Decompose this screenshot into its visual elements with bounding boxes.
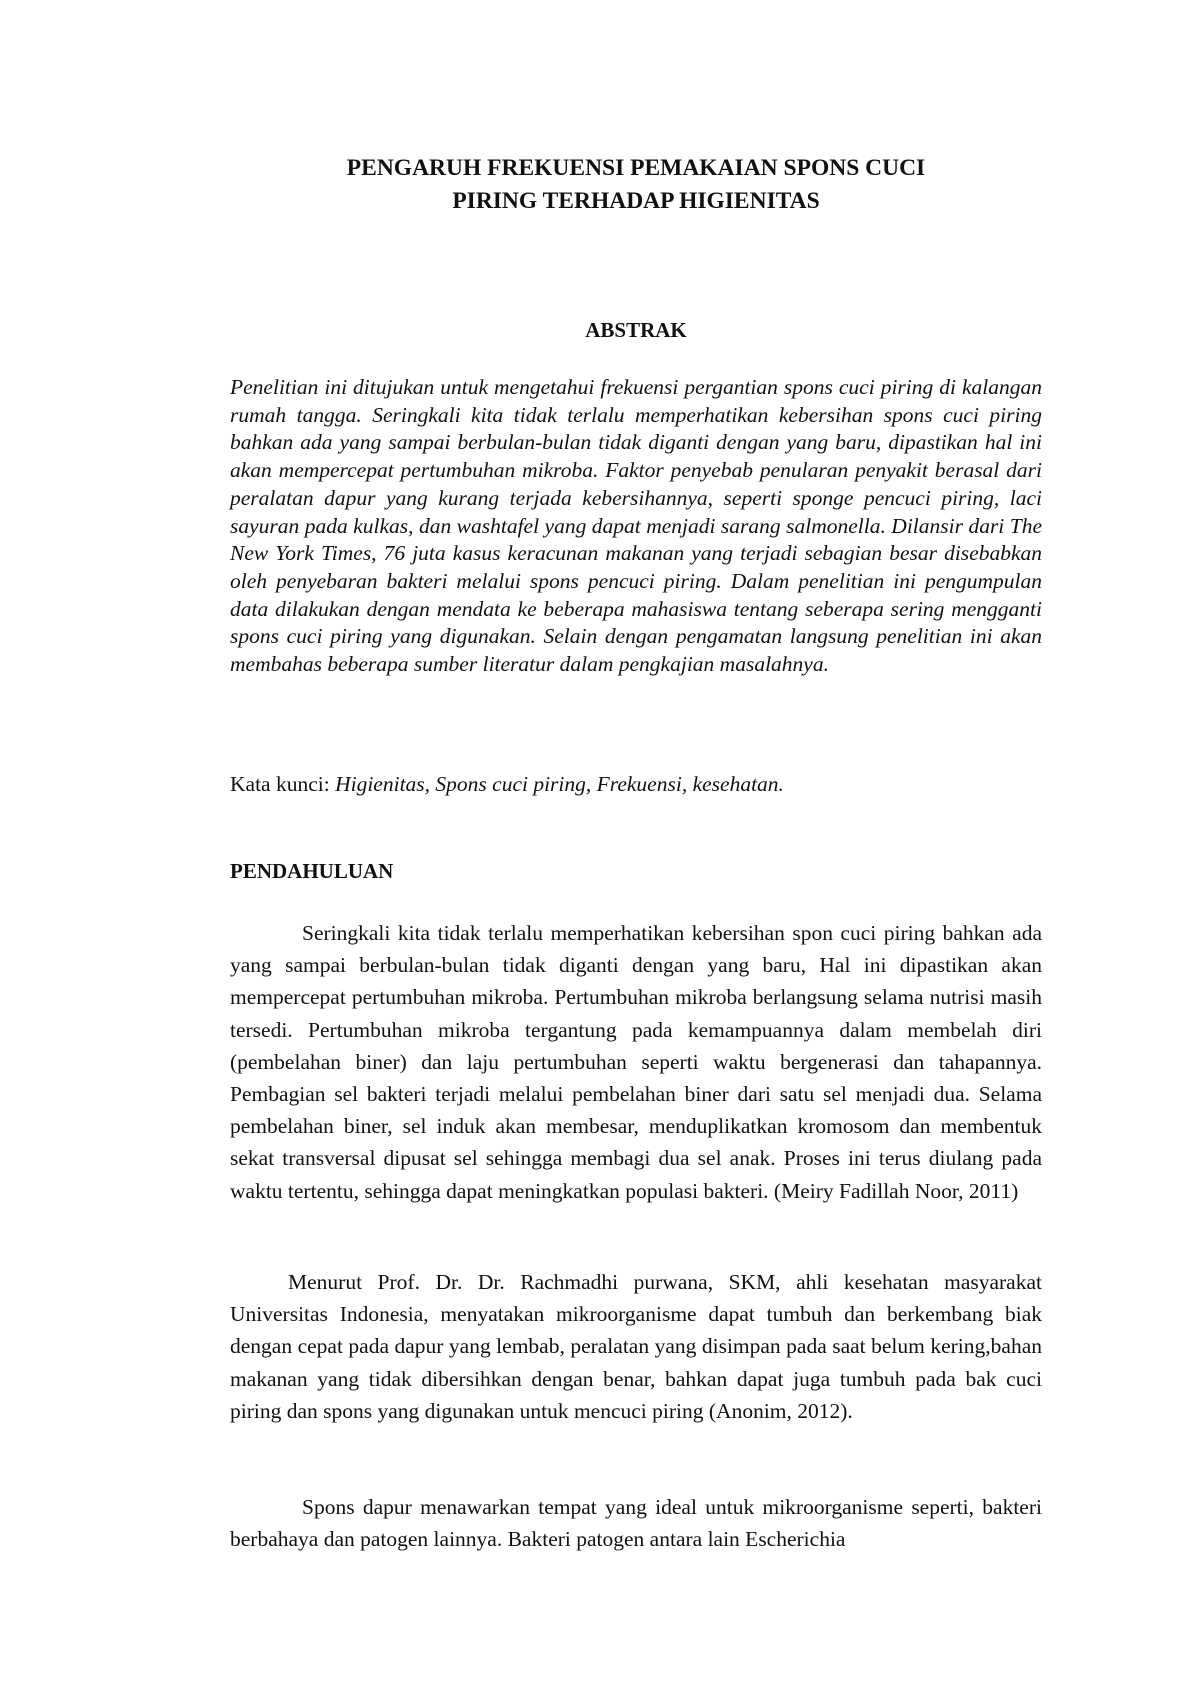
page-content	[230, 152, 1042, 1552]
introduction-paragraph-3: Spons dapur menawarkan tempat yang ideal untuk mikroorganisme seperti, bakteri berbahaya dan patogen lainnya. Bakteri patogen antara lain Escherichia	[230, 1495, 1042, 1552]
introduction-paragraph-2: Menurut Prof. Dr. Dr. Rachmadhi purwana, SKM, ahli kesehatan masyarakat Universitas Indonesia, menyatakan mikroorganisme dapat tumbuh dan berkembang biak dengan cepat pada dapur yang lembab, peralatan yang disimpan pada saat belum kering,bahan makanan yang tidak dibersihkan dengan benar, bahkan dapat juga tumbuh pada bak cuci piring dan spons yang digunakan untuk mencuci piring (Anonim, 2012).	[230, 1270, 1042, 1423]
document-title	[230, 152, 1042, 218]
keywords-values: Higienitas, Spons cuci piring, Frekuensi, kesehatan.	[335, 772, 784, 796]
introduction-heading: PENDAHULUAN	[230, 859, 394, 883]
abstract-text: Penelitian ini ditujukan untuk mengetahui frekuensi pergantian spons cuci piring di kalangan rumah tangga. Seringkali kita tidak terlalu memperhatikan kebersihan spons cuci piring bahkan ada yang sampai berbulan-bulan tidak diganti dengan yang baru, dipastikan hal ini akan mempercepat pertumbuhan mikroba. Faktor penyebab penularan penyakit berasal dari peralatan dapur yang kurang terjada kebersihannya, seperti sponge pencuci piring, laci sayuran pada kulkas, dan washtafel yang dapat menjadi sarang salmonella. Dilansir dari The New York Times, 76 juta kasus keracunan makanan yang terjadi sebagian besar disebabkan oleh penyebaran bakteri melalui spons pencuci piring. Dalam penelitian ini pengumpulan data dilakukan dengan mendata ke beberapa mahasiswa tentang seberapa sering mengganti spons cuci piring yang digunakan. Selain dengan pengamatan langsung penelitian ini akan membahas beberapa sumber literatur dalam pengkajian masalahnya.	[230, 375, 1042, 677]
keywords	[230, 770, 1042, 798]
title-line-1: PENGARUH FREKUENSI PEMAKAIAN SPONS CUCI	[346, 155, 926, 181]
abstract-heading: ABSTRAK	[585, 318, 687, 342]
introduction-paragraph-1: Seringkali kita tidak terlalu memperhatikan kebersihan spon cuci piring bahkan ada yang sampai berbulan-bulan tidak diganti dengan yang baru, Hal ini dipastikan akan mempercepat pertumbuhan mikroba. Pertumbuhan mikroba berlangsung selama nutrisi masih tersedi. Pertumbuhan mikroba tergantung pada kemampuannya dalam membelah diri (pembelahan biner) dan laju pertumbuhan seperti waktu bergenerasi dan tahapannya. Pembagian sel bakteri terjadi melalui pembelahan biner dari satu sel menjadi dua. Selama pembelahan biner, sel induk akan membesar, menduplikatkan kromosom dan membentuk sekat transversal dipusat sel sehingga membagi dua sel anak. Proses ini terus diulang pada waktu tertentu, sehingga dapat meningkatkan populasi bakteri. (Meiry Fadillah Noor, 2011)	[230, 921, 1042, 1203]
keywords-label: Kata kunci:	[230, 772, 336, 796]
title-line-2: PIRING TERHADAP HIGIENITAS	[452, 188, 820, 214]
